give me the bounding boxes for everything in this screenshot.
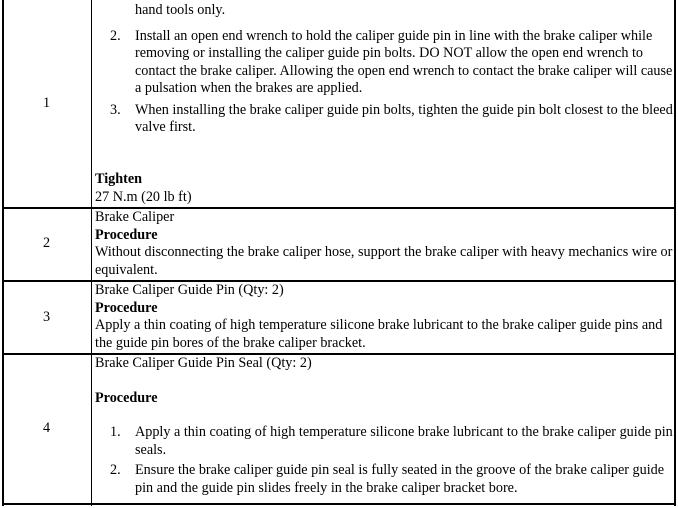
row-3-content [95,282,675,352]
procedure-label: Procedure [95,226,158,243]
step-number: 1. [110,424,121,440]
row-number: 2 [42,235,51,251]
list-item [95,28,675,98]
list-item [95,462,675,497]
list-item [95,424,675,459]
component-title: Brake Caliper Guide Pin (Qty: 2) [95,282,284,298]
procedure-label: Procedure [95,299,158,316]
procedure-text: Apply a thin coating of high temperature silicone brake lubricant to the brake caliper guide pins and the guide pin bores of the brake caliper bracket. [95,317,663,351]
row-number: 1 [42,95,51,111]
row-2-content [95,209,675,279]
table-border-bottom [2,503,676,505]
procedure-label: Procedure [95,389,158,406]
row-4-content [95,355,675,500]
procedure-table [2,0,676,506]
procedure-text: Without disconnecting the brake caliper hose, support the brake caliper with heavy mechanics wire or equivalent. [95,244,673,278]
continued-text: hand tools only. [135,2,226,18]
step-list [95,424,675,497]
step-text: When installing the brake caliper guide pin bolts, tighten the guide pin bolt closest to the bleed valve first. [135,101,673,135]
row-number: 4 [42,420,51,436]
step-number: 2. [110,462,121,478]
row-1-content [95,2,675,205]
step-number: 3. [110,101,121,118]
component-title: Brake Caliper [95,209,175,225]
step-text: Install an open end wrench to hold the caliper guide pin in line with the brake caliper while removing or installing the caliper guide pin bolts. DO NOT allow the open end wrench to contact the brake caliper. Allowing the open end wrench to contact the brake caliper will cause a pulsation when the brakes are applied. [135,27,673,96]
component-title: Brake Caliper Guide Pin Seal (Qty: 2) [95,355,312,371]
step-text: Ensure the brake caliper guide pin seal is fully seated in the groove of the brake caliper guide pin and the guide pin slides freely in the brake caliper bracket bore. [135,462,665,496]
step-number: 2. [110,27,121,44]
torque-value: 27 N.m (20 lb ft) [95,189,192,205]
step-list [95,28,675,137]
step-text: Apply a thin coating of high temperature silicone brake lubricant to the brake caliper guide pin seals. [135,424,673,458]
column-divider [91,0,92,506]
list-item [95,102,675,137]
tighten-label: Tighten [95,171,143,187]
row-number: 3 [42,309,51,325]
